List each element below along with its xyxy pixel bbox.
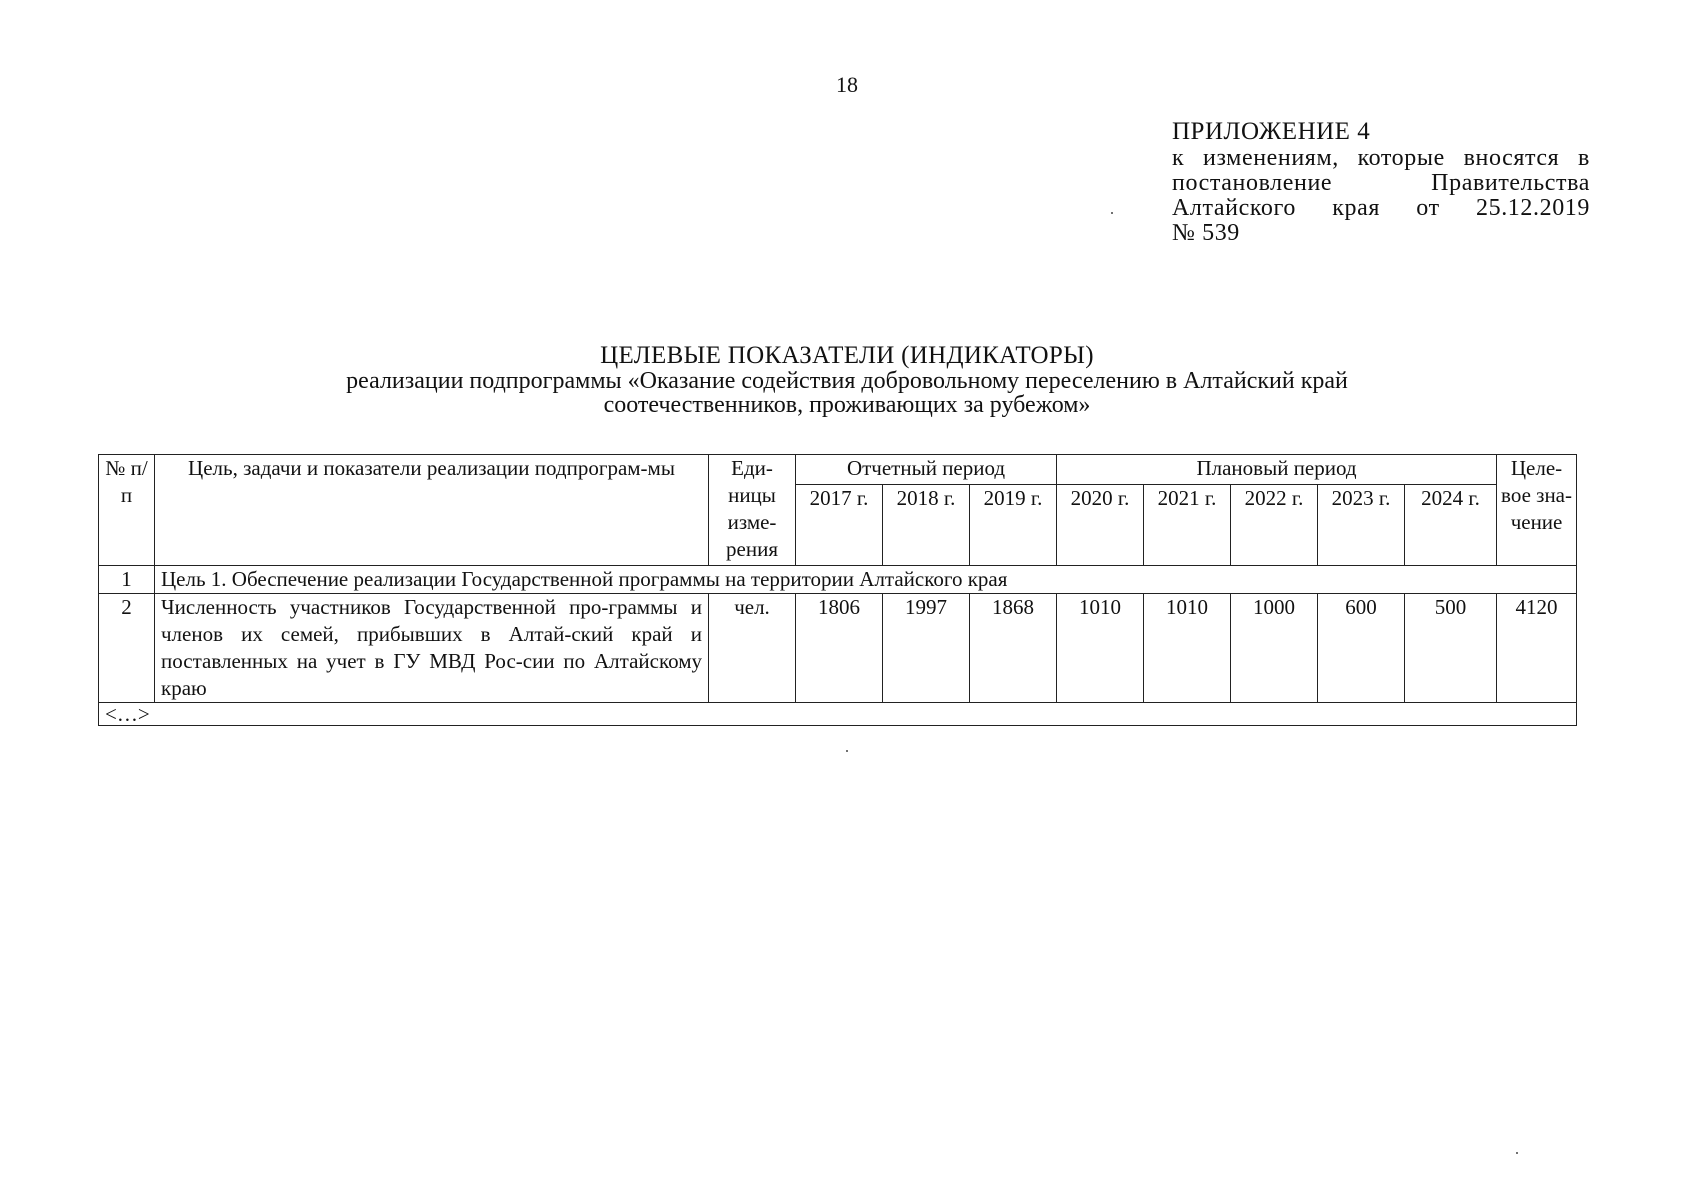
heading-subtitle-line-1: реализации подпрограммы «Оказание содействия добровольному переселению в Алтайский край	[346, 368, 1348, 394]
header-reporting-period: Отчетный период	[796, 455, 1057, 485]
header-year: 2023 г.	[1318, 485, 1405, 566]
heading-subtitle-line-2: соотечественников, проживающих за рубежом»	[603, 392, 1091, 418]
indicator-row-text: Численность участников Государственной про-граммы и членов их семей, прибывших в Алтай-ский край и поставленных на учет в ГУ МВД Рос-сии по Алтайскому краю	[155, 594, 709, 703]
indicator-target: 4120	[1497, 594, 1577, 703]
header-year: 2022 г.	[1231, 485, 1318, 566]
goal-row-num: 1	[99, 566, 155, 594]
omission-marker: <…>	[99, 703, 1577, 726]
goal-row-text: Цель 1. Обеспечение реализации Государственной программы на территории Алтайского края	[155, 566, 1577, 594]
indicator-value: 500	[1405, 594, 1497, 703]
header-target-value: Целе-вое зна-чение	[1497, 455, 1577, 566]
page-number: 18	[836, 72, 858, 97]
scan-speck	[846, 750, 848, 752]
header-year: 2019 г.	[970, 485, 1057, 566]
scan-speck	[1111, 212, 1113, 214]
header-year: 2018 г.	[883, 485, 970, 566]
header-year: 2020 г.	[1057, 485, 1144, 566]
indicator-value: 600	[1318, 594, 1405, 703]
document-heading	[0, 342, 1694, 417]
header-planned-period: Плановый период	[1057, 455, 1497, 485]
appendix-block	[1172, 118, 1590, 246]
appendix-text: к изменениям, которые вносятся в постановление Правительства Алтайского края от 25.12.2019	[1172, 145, 1590, 221]
indicator-value: 1997	[883, 594, 970, 703]
indicator-value: 1010	[1057, 594, 1144, 703]
scan-speck	[1516, 1152, 1518, 1154]
indicator-row-unit: чел.	[709, 594, 796, 703]
header-num: № п/п	[99, 455, 155, 566]
header-year: 2017 г.	[796, 485, 883, 566]
heading-title: ЦЕЛЕВЫЕ ПОКАЗАТЕЛИ (ИНДИКАТОРЫ)	[600, 342, 1094, 369]
table-row-omission	[99, 703, 1577, 726]
header-year: 2024 г.	[1405, 485, 1497, 566]
indicator-value: 1868	[970, 594, 1057, 703]
header-unit: Еди-ницы изме-рения	[709, 455, 796, 566]
indicator-value: 1806	[796, 594, 883, 703]
indicator-value: 1000	[1231, 594, 1318, 703]
table-row-indicator	[99, 594, 1577, 703]
header-year: 2021 г.	[1144, 485, 1231, 566]
indicator-value: 1010	[1144, 594, 1231, 703]
appendix-number: № 539	[1172, 220, 1240, 246]
appendix-title: ПРИЛОЖЕНИЕ 4	[1172, 118, 1371, 145]
header-goal: Цель, задачи и показатели реализации подпрограм-мы	[155, 455, 709, 566]
table-row-goal	[99, 566, 1577, 594]
table-header-row	[99, 455, 1577, 485]
indicators-table	[98, 454, 1577, 726]
indicator-row-num: 2	[99, 594, 155, 703]
